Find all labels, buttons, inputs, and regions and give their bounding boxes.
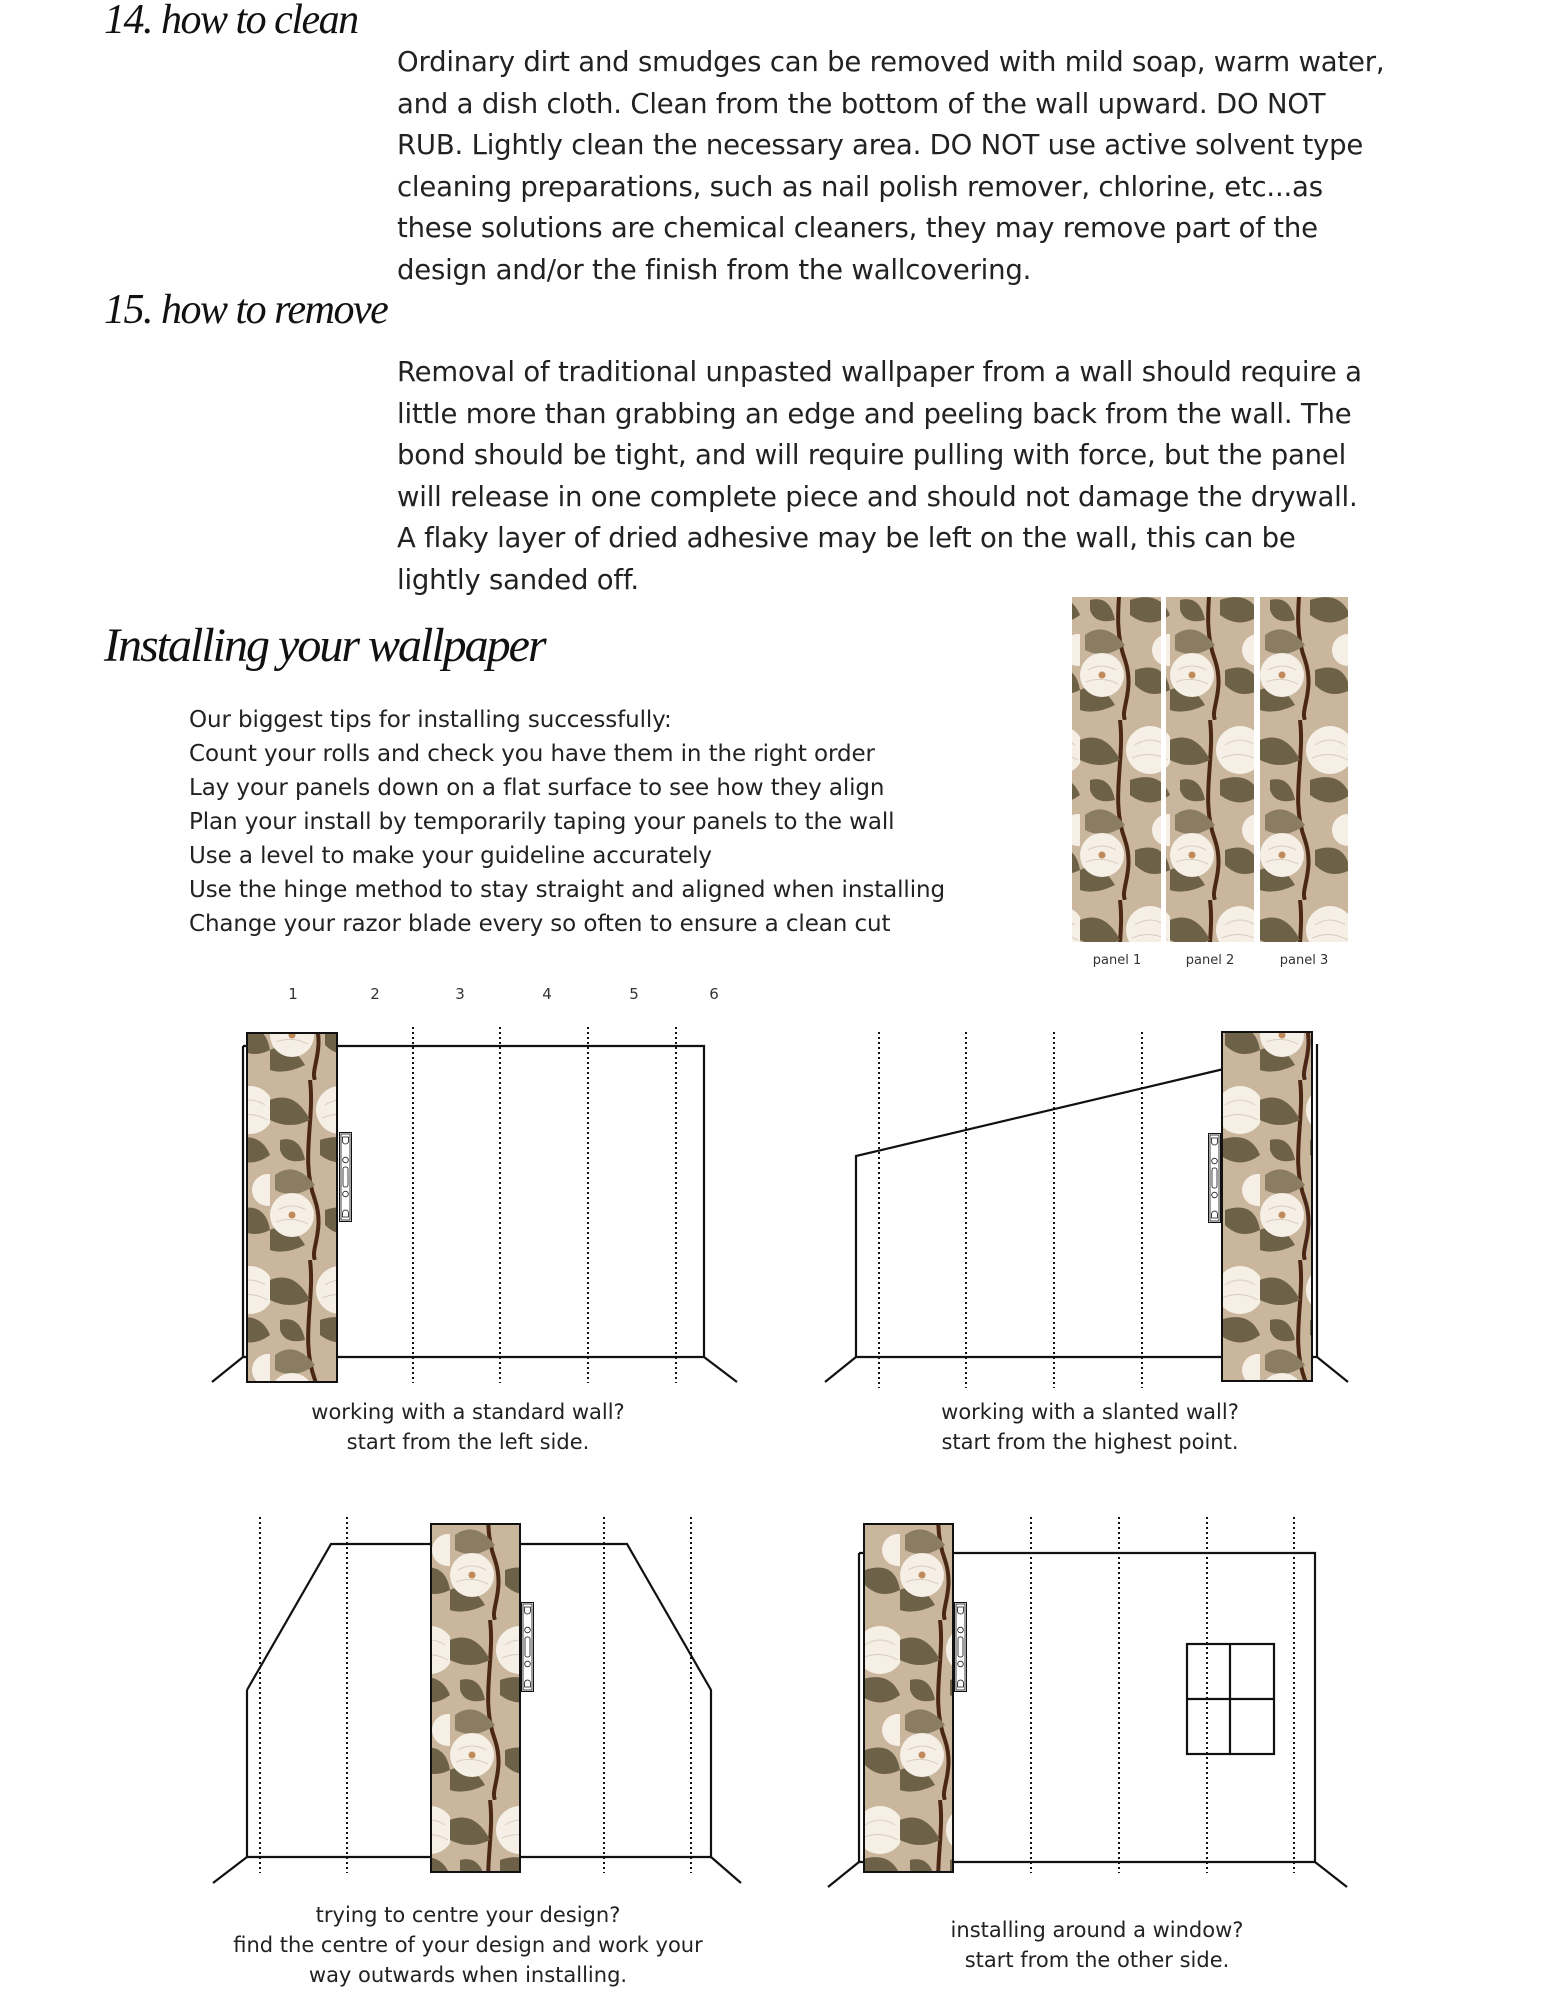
sample-panels	[1072, 597, 1348, 942]
column-number: 6	[709, 985, 719, 1003]
panel-label-3: panel 3	[1279, 953, 1329, 968]
floor-line-right	[1315, 1862, 1347, 1887]
floor-line-left	[828, 1862, 859, 1887]
window-icon	[1187, 1644, 1274, 1754]
tip-item: Plan your install by temporarily taping your panels to the wall	[189, 809, 895, 835]
floor-line-right	[704, 1357, 737, 1382]
tip-item: Lay your panels down on a flat surface to see how they align	[189, 775, 885, 801]
text-line: bond should be tight, and will require pulling with force, but the panel	[397, 439, 1347, 471]
panel-label-1: panel 1	[1092, 953, 1142, 968]
level-icon	[522, 1603, 534, 1692]
diagram-centre-design	[213, 1517, 741, 1883]
caption-standard-wall	[268, 1397, 668, 1457]
text-line: RUB. Lightly clean the necessary area. DO NOT use active solvent type	[397, 129, 1364, 161]
tip-item: Count your rolls and check you have them in the right order	[189, 741, 875, 767]
caption-line: working with a slanted wall?	[941, 1400, 1239, 1424]
wallpaper-panel	[431, 1524, 520, 1872]
text-line: Removal of traditional unpasted wallpaper from a wall should require a	[397, 356, 1362, 388]
tip-item: Change your razor blade every so often to ensure a clean cut	[189, 911, 891, 937]
panel-label-2: panel 2	[1185, 953, 1235, 968]
diagram-slanted-wall	[825, 1032, 1348, 1388]
diagram-standard-wall	[212, 1027, 737, 1383]
text-line: will release in one complete piece and should not damage the drywall.	[397, 480, 1358, 513]
text-line: and a dish cloth. Clean from the bottom of the wall upward. DO NOT	[397, 87, 1326, 120]
section-heading-how-to-clean: 14. how to clean	[104, 0, 358, 43]
caption-line: working with a standard wall?	[311, 1400, 625, 1424]
caption-line: start from the highest point.	[941, 1430, 1239, 1454]
text-line: lightly sanded off.	[397, 563, 639, 596]
wallpaper-panel	[1222, 1032, 1312, 1381]
wallpaper-panel	[247, 1033, 337, 1382]
text-line: Ordinary dirt and smudges can be removed with mild soap, warm water,	[397, 46, 1385, 78]
caption-slanted-wall	[890, 1397, 1290, 1457]
floor-line-left	[212, 1357, 243, 1382]
sample-panel-2	[1166, 597, 1254, 942]
text-line: cleaning preparations, such as nail polish remover, chlorine, etc...as	[397, 170, 1323, 203]
text-line: little more than grabbing an edge and peeling back from the wall. The	[397, 397, 1352, 430]
sample-panel-3	[1260, 597, 1348, 942]
column-number: 2	[370, 985, 380, 1003]
caption-line: installing around a window?	[950, 1918, 1244, 1942]
caption-centre-design	[218, 1900, 718, 1990]
column-number: 4	[542, 985, 552, 1003]
text-line: these solutions are chemical cleaners, they may remove part of the	[397, 212, 1318, 244]
caption-window-wall	[897, 1915, 1297, 1975]
caption-line: start from the left side.	[346, 1430, 590, 1454]
section-heading-how-to-remove: 15. how to remove	[104, 287, 388, 333]
floor-line-right	[1317, 1357, 1348, 1382]
sample-panel-1	[1072, 597, 1161, 942]
caption-line: find the centre of your design and work your	[233, 1933, 703, 1957]
diagram-window-wall	[828, 1517, 1347, 1887]
level-icon	[340, 1133, 352, 1222]
column-number: 1	[288, 985, 298, 1003]
wallpaper-panel	[864, 1524, 953, 1872]
tips-intro: Our biggest tips for installing successfully:	[189, 707, 672, 733]
floor-line-left	[825, 1357, 856, 1382]
text-line: design and/or the finish from the wallcovering.	[397, 253, 1032, 286]
caption-line: way outwards when installing.	[308, 1963, 628, 1987]
tip-item: Use the hinge method to stay straight and aligned when installing	[189, 877, 945, 903]
floor-line-right	[711, 1857, 741, 1883]
level-icon	[1209, 1134, 1221, 1223]
column-number: 5	[629, 985, 639, 1003]
column-number: 3	[455, 985, 465, 1003]
tip-item: Use a level to make your guideline accurately	[189, 843, 712, 869]
floor-line-left	[213, 1857, 247, 1883]
text-line: A flaky layer of dried adhesive may be left on the wall, this can be	[397, 522, 1296, 554]
caption-line: start from the other side.	[964, 1948, 1230, 1972]
level-icon	[955, 1603, 967, 1692]
installing-heading: Installing your wallpaper	[104, 619, 545, 672]
caption-line: trying to centre your design?	[315, 1903, 621, 1927]
